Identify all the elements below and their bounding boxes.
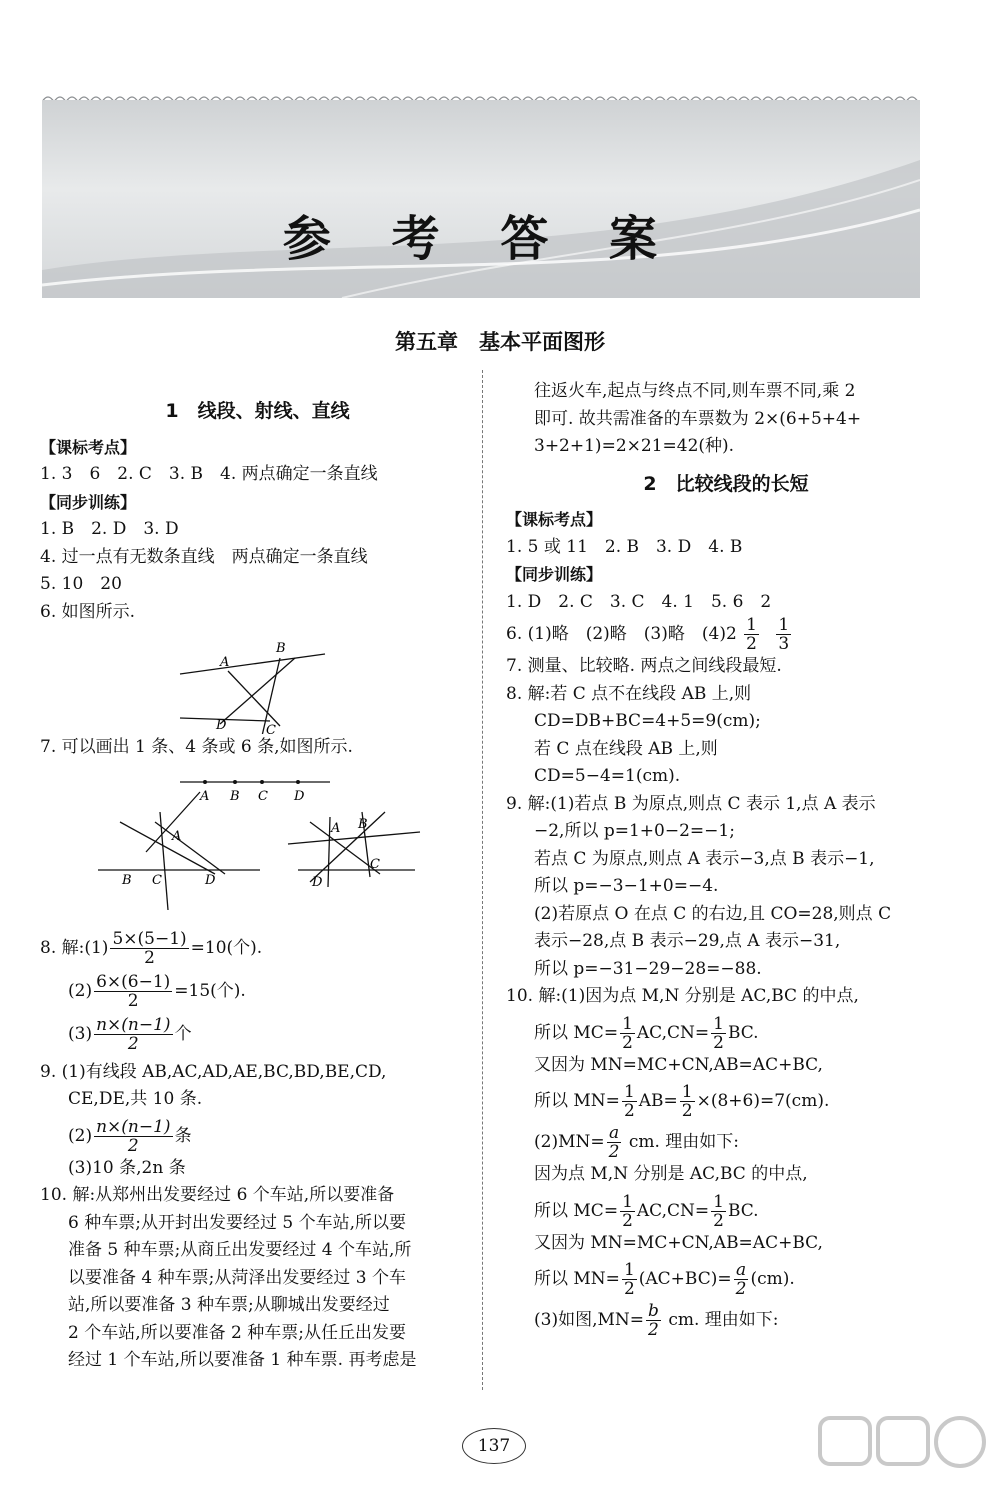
text: AC,CN=	[636, 1022, 710, 1043]
answer-line	[506, 1193, 946, 1230]
fraction-denominator: 2	[127, 1033, 139, 1054]
fraction-numerator: 1	[778, 615, 790, 635]
answer-line	[40, 930, 475, 967]
fraction-numerator: 1	[623, 1260, 635, 1280]
answer-line: 2 个车站,所以要准备 2 种车票;从任丘出发要	[68, 1322, 406, 1343]
fraction	[620, 1015, 635, 1052]
text: (cm).	[750, 1269, 795, 1289]
answer-line: 5. 10 20	[40, 574, 122, 594]
fraction-denominator: 2	[713, 1032, 724, 1053]
line-label: B	[230, 788, 240, 804]
answer-line: (3)10 条,2n 条	[68, 1157, 186, 1178]
fraction	[711, 1015, 726, 1052]
heading-tongbu: 【同步训练】	[40, 492, 137, 512]
answer-line	[40, 973, 475, 1010]
answer-line: 7. 可以画出 1 条、4 条或 6 条,如图所示.	[40, 737, 353, 757]
fraction-denominator: 2	[681, 1101, 693, 1121]
fig-label: C	[152, 872, 162, 888]
answer-line: 7. 测量、比较略. 两点之间线段最短.	[506, 656, 782, 676]
answer-line: 若点 C 为原点,则点 A 表示−3,点 B 表示−1,	[534, 848, 875, 869]
answer-line	[40, 1118, 475, 1155]
text: (3)如图,MN=	[534, 1310, 645, 1330]
fraction-numerator: n×(n−1)	[96, 1014, 171, 1035]
fraction-denominator: 2	[735, 1279, 747, 1299]
fraction-denominator: 2	[622, 1032, 633, 1053]
answer-line	[506, 1124, 946, 1161]
answer-line: 站,所以要准备 3 种车票;从聊城出发要经过	[68, 1295, 390, 1315]
right-column	[506, 378, 946, 1339]
fig-label: D	[216, 718, 227, 733]
watermark-logo	[800, 1410, 990, 1500]
fig-label: A	[172, 828, 182, 844]
q8-suffix: 个	[174, 1023, 192, 1044]
q8-suffix: =15(个).	[174, 980, 246, 1001]
answer-line: CD=DB+BC=4+5=9(cm);	[534, 711, 761, 731]
column-divider	[482, 370, 483, 1390]
fig-label: C	[266, 723, 276, 734]
title-banner	[42, 100, 920, 298]
fraction-denominator: 2	[713, 1210, 724, 1231]
answer-line: 8. 解:若 C 点不在线段 AB 上,则	[506, 683, 752, 704]
fraction	[776, 616, 791, 653]
answer-line	[506, 1015, 946, 1052]
fraction-denominator: 2	[648, 1320, 659, 1340]
q8-prefix: 8. 解:(1)	[40, 937, 109, 958]
fig-label: D	[312, 874, 323, 890]
fraction-numerator: 1	[713, 1013, 724, 1034]
answer-line: 9. (1)有线段 AB,AC,AD,AE,BC,BD,BE,CD,	[40, 1061, 387, 1082]
q8-suffix: =10(个).	[190, 937, 263, 958]
text: AB=	[638, 1091, 678, 1111]
answer-line	[506, 1261, 946, 1298]
answer-line: 所以 p=−3−1+0=−4.	[534, 876, 719, 896]
fraction-denominator: 2	[608, 1142, 620, 1162]
answer-line: 准备 5 种车票;从商丘出发要经过 4 个车站,所	[68, 1240, 412, 1260]
fig-label: B	[122, 872, 132, 888]
answer-line	[40, 1016, 475, 1053]
text: AC,CN=	[636, 1200, 710, 1221]
answer-line	[506, 616, 946, 653]
fraction	[110, 930, 188, 967]
fraction-denominator: 2	[127, 990, 139, 1011]
answer-line: 往返火车,起点与终点不同,则车票不同,乘 2	[534, 381, 856, 401]
fraction-numerator: 1	[622, 1013, 633, 1034]
fraction-denominator: 2	[127, 1135, 139, 1156]
answer-line: 因为点 M,N 分别是 AC,BC 的中点,	[534, 1164, 808, 1184]
figure-quadrilateral	[40, 626, 470, 734]
q8-prefix: (2)	[68, 980, 93, 1001]
heading-tongbu: 【同步训练】	[506, 565, 603, 584]
fraction-denominator: 2	[622, 1210, 633, 1231]
text: (2)MN=	[534, 1132, 605, 1152]
fraction-numerator: a	[607, 1124, 622, 1143]
fraction	[734, 1261, 749, 1298]
fraction-numerator: n×(n−1)	[96, 1116, 171, 1137]
fraction-denominator: 2	[144, 947, 155, 968]
fraction	[94, 973, 172, 1010]
answer-line: CD=5−4=1(cm).	[534, 766, 681, 786]
line-label: A	[200, 788, 210, 804]
text: BC.	[727, 1022, 759, 1043]
left-column	[40, 388, 475, 1375]
text: (AC+BC)=	[638, 1269, 732, 1289]
answer-line: 以要准备 4 种车票;从菏泽出发要经过 3 个车	[68, 1267, 406, 1288]
text: 所以 MC=	[534, 1200, 619, 1221]
fraction-numerator: b	[648, 1301, 659, 1321]
answer-line: 1. D 2. C 3. C 4. 1 5. 6 2	[506, 591, 772, 612]
q9-prefix: (2)	[68, 1125, 93, 1146]
fraction	[94, 1118, 172, 1155]
fraction-numerator: 1	[622, 1191, 633, 1212]
fraction-numerator: 1	[623, 1082, 635, 1102]
page-number: 137	[462, 1428, 526, 1464]
answer-line: 10. 解:从郑州出发要经过 6 个车站,所以要准备	[40, 1185, 395, 1205]
fraction-denominator: 2	[623, 1279, 635, 1299]
line-label: C	[258, 788, 268, 804]
answer-line: 3+2+1)=2×21=42(种).	[534, 436, 735, 456]
text: 所以 MC=	[534, 1022, 619, 1043]
answer-line: 又因为 MN=MC+CN,AB=AC+BC,	[534, 1232, 823, 1253]
answer-line: (2)若原点 O 在点 C 的右边,且 CO=28,则点 C	[534, 903, 892, 924]
q9-suffix: 条	[174, 1125, 192, 1146]
fraction-numerator: 6×(6−1)	[96, 971, 171, 992]
text: cm. 理由如下:	[628, 1132, 740, 1152]
text: BC.	[727, 1200, 759, 1221]
heading-kebiao: 【课标考点】	[40, 437, 137, 457]
fraction	[711, 1193, 726, 1230]
answer-line	[506, 1302, 946, 1339]
text: ×(8+6)=7(cm).	[696, 1091, 830, 1111]
answer-line: 1. 5 或 11 2. B 3. D 4. B	[506, 536, 743, 557]
fraction-numerator: a	[734, 1261, 749, 1280]
fraction-denominator: 2	[746, 634, 757, 654]
answer-line: CE,DE,共 10 条.	[68, 1089, 203, 1109]
text: 所以 MN=	[534, 1269, 620, 1289]
answer-line: 6. 如图所示.	[40, 601, 136, 622]
answer-line: 1. B 2. D 3. D	[40, 519, 179, 539]
chapter-heading: 第五章 基本平面图形	[395, 329, 605, 354]
fig-label: B	[358, 816, 368, 832]
fraction	[622, 1083, 637, 1120]
section-heading-2: 2 比较线段的长短	[643, 472, 809, 495]
fig-label: A	[220, 655, 230, 670]
page-title: 参 考 答 案	[282, 211, 680, 267]
fraction	[620, 1193, 635, 1230]
answer-line: 所以 p=−31−29−28=−88.	[534, 958, 762, 979]
answer-line: 即可. 故共需准备的车票数为 2×(6+5+4+	[534, 408, 862, 429]
fraction	[680, 1083, 695, 1120]
fraction-numerator: 1	[681, 1082, 693, 1102]
answer-line: 6 种车票;从开封出发要经过 5 个车站,所以要	[68, 1212, 406, 1233]
answer-line	[506, 1083, 946, 1120]
answer-line: 9. 解:(1)若点 B 为原点,则点 C 表示 1,点 A 表示	[506, 793, 876, 814]
q6-prefix: 6. (1)略 (2)略 (3)略 (4)2	[506, 624, 737, 644]
line-label: D	[294, 788, 305, 804]
answer-line: 又因为 MN=MC+CN,AB=AC+BC,	[534, 1054, 823, 1075]
fraction	[744, 616, 759, 653]
fraction	[94, 1016, 172, 1053]
answer-line: 表示−28,点 B 表示−29,点 A 表示−31,	[534, 931, 841, 951]
answer-line: 经过 1 个车站,所以要准备 1 种车票. 再考虑是	[68, 1350, 417, 1370]
answer-line: −2,所以 p=1+0−2=−1;	[534, 821, 735, 841]
fig-label: B	[276, 641, 286, 656]
q8-prefix: (3)	[68, 1023, 93, 1044]
fraction	[622, 1261, 637, 1298]
fraction-numerator: 1	[713, 1191, 724, 1212]
text: cm. 理由如下:	[668, 1310, 779, 1330]
fig-label: A	[331, 820, 341, 836]
answer-line: 4. 过一点有无数条直线 两点确定一条直线	[40, 546, 368, 567]
answer-line: 10. 解:(1)因为点 M,N 分别是 AC,BC 的中点,	[506, 986, 859, 1006]
text: 所以 MN=	[534, 1091, 620, 1111]
fraction-denominator: 2	[623, 1101, 635, 1121]
fraction	[607, 1124, 622, 1161]
fraction-numerator: 5×(5−1)	[112, 928, 187, 949]
fraction-denominator: 3	[778, 634, 790, 654]
answer-line: 若 C 点在线段 AB 上,则	[534, 738, 718, 759]
fraction-numerator: 1	[746, 615, 757, 635]
section-heading-1: 1 线段、射线、直线	[165, 400, 350, 422]
heading-kebiao: 【课标考点】	[506, 510, 603, 529]
fig-label: C	[370, 856, 380, 872]
fraction	[646, 1302, 661, 1339]
answer-line: 1. 3 6 2. C 3. B 4. 两点确定一条直线	[40, 464, 378, 484]
fig-label: D	[205, 872, 216, 888]
figure-line-cases	[40, 762, 470, 922]
